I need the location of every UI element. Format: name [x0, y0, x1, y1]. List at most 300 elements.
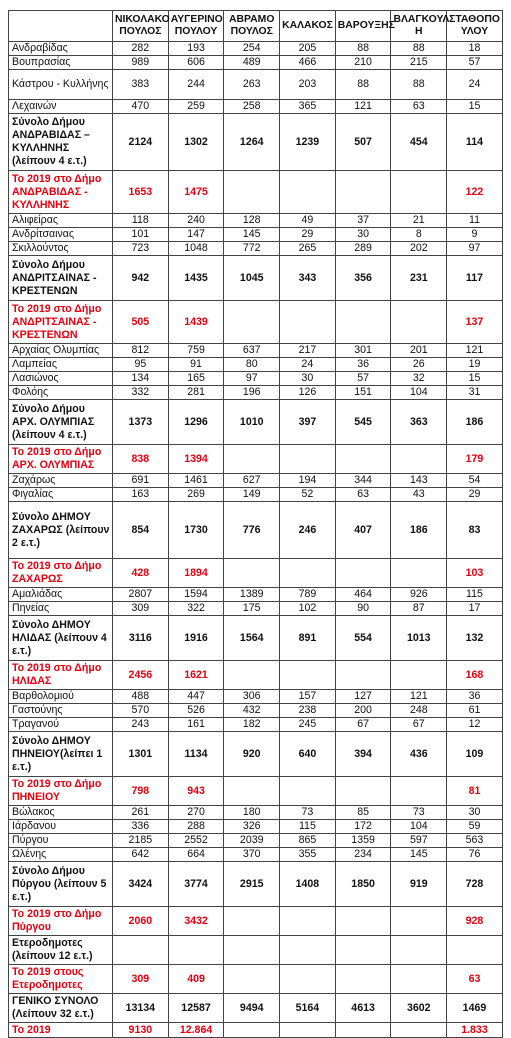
- value-cell: 165: [168, 372, 224, 386]
- value-cell: 151: [335, 386, 391, 400]
- value-cell: 127: [335, 690, 391, 704]
- value-cell: [113, 936, 169, 965]
- value-cell: 1010: [224, 400, 280, 445]
- row-label-cell: Σύνολο Δήμου Πύργου (λείπουν 5 ε.τ.): [9, 862, 113, 907]
- value-cell: 306: [224, 690, 280, 704]
- header-cell-vlagkouli: ΒΛΑΓΚΟΥΛ Η: [391, 11, 447, 42]
- value-cell: 122: [447, 171, 503, 214]
- row-label-cell: Σύνολο ΔΗΜΟΥ ΗΛΙΔΑΣ (λείπουν 4 ε.τ.): [9, 616, 113, 661]
- value-cell: 234: [335, 848, 391, 862]
- value-cell: 254: [224, 42, 280, 56]
- value-cell: 104: [391, 820, 447, 834]
- value-cell: 182: [224, 718, 280, 732]
- value-cell: 57: [335, 372, 391, 386]
- value-cell: 126: [280, 386, 336, 400]
- value-cell: 2915: [224, 862, 280, 907]
- value-cell: 355: [280, 848, 336, 862]
- value-cell: 26: [391, 358, 447, 372]
- value-cell: 1475: [168, 171, 224, 214]
- value-cell: 447: [168, 690, 224, 704]
- value-cell: 1301: [113, 732, 169, 777]
- value-cell: 157: [280, 690, 336, 704]
- value-cell: 301: [335, 344, 391, 358]
- previous-year-row: [9, 907, 503, 936]
- value-cell: [391, 1023, 447, 1038]
- value-cell: 1435: [168, 256, 224, 301]
- value-cell: [280, 777, 336, 806]
- value-cell: 269: [168, 488, 224, 502]
- value-cell: 134: [113, 372, 169, 386]
- value-cell: 2807: [113, 588, 169, 602]
- value-cell: 13134: [113, 994, 169, 1023]
- value-cell: 943: [168, 777, 224, 806]
- value-cell: 470: [113, 100, 169, 114]
- value-cell: 202: [391, 242, 447, 256]
- value-cell: 664: [168, 848, 224, 862]
- value-cell: [335, 907, 391, 936]
- value-cell: [391, 965, 447, 994]
- value-cell: 11: [447, 214, 503, 228]
- value-cell: 332: [113, 386, 169, 400]
- value-cell: [224, 301, 280, 344]
- row-label-cell: Το 2019 στο Δήμο Πύργου: [9, 907, 113, 936]
- value-cell: 163: [113, 488, 169, 502]
- value-cell: 15: [447, 372, 503, 386]
- value-cell: 570: [113, 704, 169, 718]
- previous-year-row: [9, 445, 503, 474]
- value-cell: 928: [447, 907, 503, 936]
- value-cell: 29: [280, 228, 336, 242]
- value-cell: 627: [224, 474, 280, 488]
- value-cell: 1564: [224, 616, 280, 661]
- value-cell: 63: [447, 965, 503, 994]
- value-cell: [280, 936, 336, 965]
- value-cell: 454: [391, 114, 447, 171]
- value-cell: 394: [335, 732, 391, 777]
- row-label-cell: Λεχαινών: [9, 100, 113, 114]
- value-cell: 1048: [168, 242, 224, 256]
- value-cell: 63: [391, 100, 447, 114]
- value-cell: [335, 661, 391, 690]
- value-cell: 76: [447, 848, 503, 862]
- value-cell: 87: [391, 602, 447, 616]
- value-cell: 1439: [168, 301, 224, 344]
- previous-year-row: [9, 171, 503, 214]
- row-label-cell: Αμαλιάδας: [9, 588, 113, 602]
- value-cell: [335, 301, 391, 344]
- row-label-cell: Γαστούνης: [9, 704, 113, 718]
- row-label-cell: Το 2019 στο Δήμο ΖΑΧΑΡΩΣ: [9, 559, 113, 588]
- value-cell: 91: [168, 358, 224, 372]
- value-cell: 1264: [224, 114, 280, 171]
- value-cell: 245: [280, 718, 336, 732]
- value-cell: [224, 171, 280, 214]
- table-row: [9, 474, 503, 488]
- value-cell: 9494: [224, 994, 280, 1023]
- value-cell: 19: [447, 358, 503, 372]
- value-cell: 103: [447, 559, 503, 588]
- value-cell: 270: [168, 806, 224, 820]
- value-cell: 81: [447, 777, 503, 806]
- previous-year-row: [9, 777, 503, 806]
- value-cell: 336: [113, 820, 169, 834]
- value-cell: 488: [113, 690, 169, 704]
- table-row: [9, 372, 503, 386]
- value-cell: [335, 936, 391, 965]
- value-cell: 891: [280, 616, 336, 661]
- row-label-cell: Βώλακος: [9, 806, 113, 820]
- value-cell: 179: [447, 445, 503, 474]
- value-cell: 258: [224, 100, 280, 114]
- header-cell-stathopoulou: ΣΤΑΘΟΠΟ ΥΛΟΥ: [447, 11, 503, 42]
- value-cell: [280, 1023, 336, 1038]
- value-cell: 88: [335, 70, 391, 100]
- subtotal-row: [9, 114, 503, 171]
- row-label-cell: Φολόης: [9, 386, 113, 400]
- value-cell: 8: [391, 228, 447, 242]
- value-cell: 282: [113, 42, 169, 56]
- value-cell: 97: [224, 372, 280, 386]
- table-row: [9, 718, 503, 732]
- value-cell: [224, 445, 280, 474]
- value-cell: 243: [113, 718, 169, 732]
- value-cell: [391, 301, 447, 344]
- value-cell: 759: [168, 344, 224, 358]
- value-cell: 919: [391, 862, 447, 907]
- value-cell: 36: [447, 690, 503, 704]
- value-cell: 132: [447, 616, 503, 661]
- subtotal-row: [9, 732, 503, 777]
- value-cell: 642: [113, 848, 169, 862]
- value-cell: 1469: [447, 994, 503, 1023]
- value-cell: 248: [391, 704, 447, 718]
- value-cell: 407: [335, 502, 391, 559]
- table-row: [9, 42, 503, 56]
- value-cell: [391, 936, 447, 965]
- value-cell: [391, 445, 447, 474]
- value-cell: 356: [335, 256, 391, 301]
- value-cell: 397: [280, 400, 336, 445]
- value-cell: 145: [224, 228, 280, 242]
- value-cell: [280, 445, 336, 474]
- value-cell: 200: [335, 704, 391, 718]
- value-cell: 63: [335, 488, 391, 502]
- previous-year-row: [9, 965, 503, 994]
- value-cell: 9130: [113, 1023, 169, 1038]
- value-cell: 507: [335, 114, 391, 171]
- table-row: [9, 588, 503, 602]
- value-cell: 370: [224, 848, 280, 862]
- value-cell: 121: [335, 100, 391, 114]
- value-cell: 1653: [113, 171, 169, 214]
- value-cell: 2552: [168, 834, 224, 848]
- value-cell: 436: [391, 732, 447, 777]
- value-cell: 101: [113, 228, 169, 242]
- table-row: [9, 848, 503, 862]
- value-cell: 52: [280, 488, 336, 502]
- value-cell: 606: [168, 56, 224, 70]
- value-cell: 637: [224, 344, 280, 358]
- value-cell: 409: [168, 965, 224, 994]
- value-cell: 3424: [113, 862, 169, 907]
- value-cell: 30: [335, 228, 391, 242]
- header-cell-avramopoulos: ΑΒΡΑΜΟ ΠΟΥΛΟΣ: [224, 11, 280, 42]
- value-cell: 59: [447, 820, 503, 834]
- value-cell: 102: [280, 602, 336, 616]
- row-label-cell: Σύνολο Δήμου ΑΡΧ. ΟΛΥΜΠΙΑΣ (λείπουν 4 ε.τ.): [9, 400, 113, 445]
- value-cell: 95: [113, 358, 169, 372]
- previous-year-row: [9, 301, 503, 344]
- value-cell: [391, 907, 447, 936]
- value-cell: 104: [391, 386, 447, 400]
- value-cell: 12.864: [168, 1023, 224, 1038]
- value-cell: 172: [335, 820, 391, 834]
- value-cell: 1045: [224, 256, 280, 301]
- value-cell: 30: [447, 806, 503, 820]
- row-label-cell: Ωλένης: [9, 848, 113, 862]
- previous-year-row: [9, 1023, 503, 1038]
- value-cell: 61: [447, 704, 503, 718]
- value-cell: 115: [280, 820, 336, 834]
- value-cell: 383: [113, 70, 169, 100]
- value-cell: 288: [168, 820, 224, 834]
- header-cell-varouxis: ΒΑΡΟΥΞΗΣ: [335, 11, 391, 42]
- table-row: [9, 602, 503, 616]
- value-cell: 289: [335, 242, 391, 256]
- value-cell: 343: [280, 256, 336, 301]
- value-cell: 3432: [168, 907, 224, 936]
- row-label-cell: Αρχαίας Ολυμπίας: [9, 344, 113, 358]
- value-cell: 563: [447, 834, 503, 848]
- value-cell: 97: [447, 242, 503, 256]
- value-cell: 85: [335, 806, 391, 820]
- value-cell: 49: [280, 214, 336, 228]
- value-cell: 196: [224, 386, 280, 400]
- value-cell: [280, 661, 336, 690]
- value-cell: 723: [113, 242, 169, 256]
- value-cell: [391, 171, 447, 214]
- row-label-cell: Το 2019 στο Δήμο ΑΝΔΡΑΒΙΔΑΣ - ΚΥΛΛΗΝΗΣ: [9, 171, 113, 214]
- value-cell: 989: [113, 56, 169, 70]
- value-cell: 920: [224, 732, 280, 777]
- table-row: [9, 488, 503, 502]
- value-cell: [224, 936, 280, 965]
- value-cell: 838: [113, 445, 169, 474]
- value-cell: [391, 559, 447, 588]
- value-cell: 2039: [224, 834, 280, 848]
- value-cell: [280, 965, 336, 994]
- value-cell: 1461: [168, 474, 224, 488]
- subtotal-row: [9, 400, 503, 445]
- value-cell: 1916: [168, 616, 224, 661]
- value-cell: 4613: [335, 994, 391, 1023]
- value-cell: [280, 301, 336, 344]
- value-cell: 215: [391, 56, 447, 70]
- value-cell: 798: [113, 777, 169, 806]
- value-cell: 149: [224, 488, 280, 502]
- value-cell: [168, 936, 224, 965]
- row-label-cell: Τραγανού: [9, 718, 113, 732]
- value-cell: 1373: [113, 400, 169, 445]
- row-label-cell: Σύνολο Δήμου ΑΝΔΡΑΒΙΔΑΣ – ΚΥΛΛΗΝΗΣ (λείπουν 4 ε.τ.): [9, 114, 113, 171]
- value-cell: 344: [335, 474, 391, 488]
- value-cell: 2185: [113, 834, 169, 848]
- value-cell: 88: [391, 70, 447, 100]
- value-cell: [224, 559, 280, 588]
- row-label-cell: Σύνολο ΔΗΜΟΥ ΠΗΝΕΙΟΥ(λείπει 1 ε.τ.): [9, 732, 113, 777]
- value-cell: 728: [447, 862, 503, 907]
- row-label-cell: Το 2019 στο Δήμο ΑΡΧ. ΟΛΥΜΠΙΑΣ: [9, 445, 113, 474]
- table-row: [9, 242, 503, 256]
- value-cell: 261: [113, 806, 169, 820]
- value-cell: 244: [168, 70, 224, 100]
- value-cell: 554: [335, 616, 391, 661]
- row-label-cell: Αλιφείρας: [9, 214, 113, 228]
- row-label-cell: ΓΕΝΙΚΟ ΣΥΝΟΛΟ (Λείπουν 32 ε.τ.): [9, 994, 113, 1023]
- value-cell: 865: [280, 834, 336, 848]
- value-cell: 326: [224, 820, 280, 834]
- value-cell: 15: [447, 100, 503, 114]
- value-cell: 1621: [168, 661, 224, 690]
- value-cell: 1850: [335, 862, 391, 907]
- value-cell: 926: [391, 588, 447, 602]
- value-cell: 281: [168, 386, 224, 400]
- value-cell: 17: [447, 602, 503, 616]
- table-row: [9, 56, 503, 70]
- value-cell: 121: [391, 690, 447, 704]
- value-cell: [447, 936, 503, 965]
- value-cell: 83: [447, 502, 503, 559]
- value-cell: [335, 777, 391, 806]
- header-cell-blank: [9, 11, 113, 42]
- value-cell: 175: [224, 602, 280, 616]
- table-row: [9, 214, 503, 228]
- subtotal-row: [9, 256, 503, 301]
- value-cell: [391, 661, 447, 690]
- value-cell: 88: [335, 42, 391, 56]
- value-cell: 3116: [113, 616, 169, 661]
- value-cell: 90: [335, 602, 391, 616]
- value-cell: 942: [113, 256, 169, 301]
- row-label-cell: Το 2019 στο Δήμο ΗΛΙΔΑΣ: [9, 661, 113, 690]
- value-cell: 1134: [168, 732, 224, 777]
- table-row: [9, 228, 503, 242]
- value-cell: 1296: [168, 400, 224, 445]
- value-cell: 505: [113, 301, 169, 344]
- table-row: [9, 100, 503, 114]
- value-cell: 789: [280, 588, 336, 602]
- value-cell: 109: [447, 732, 503, 777]
- value-cell: 24: [280, 358, 336, 372]
- value-cell: [224, 965, 280, 994]
- value-cell: 1394: [168, 445, 224, 474]
- value-cell: 238: [280, 704, 336, 718]
- value-cell: [280, 171, 336, 214]
- value-cell: [280, 907, 336, 936]
- row-label-cell: Το 2019 στο Δήμο ΑΝΔΡΙΤΣΑΙΝΑΣ - ΚΡΕΣΤΕΝΩΝ: [9, 301, 113, 344]
- value-cell: 115: [447, 588, 503, 602]
- row-label-cell: Πηνείας: [9, 602, 113, 616]
- header-cell-nikolakopoulos: ΝΙΚΟΛΑΚΟ ΠΟΥΛΟΣ: [113, 11, 169, 42]
- subtotal-row: [9, 862, 503, 907]
- value-cell: 309: [113, 602, 169, 616]
- value-cell: 240: [168, 214, 224, 228]
- value-cell: [335, 1023, 391, 1038]
- row-label-cell: Ιάρδανου: [9, 820, 113, 834]
- value-cell: 88: [391, 42, 447, 56]
- value-cell: 121: [447, 344, 503, 358]
- row-label-cell: Σύνολο Δήμου ΑΝΔΡΙΤΣΑΙΝΑΣ - ΚΡΕΣΤΕΝΩΝ: [9, 256, 113, 301]
- value-cell: 854: [113, 502, 169, 559]
- value-cell: 29: [447, 488, 503, 502]
- row-label-cell: Ζαχάρως: [9, 474, 113, 488]
- value-cell: 259: [168, 100, 224, 114]
- value-cell: 37: [335, 214, 391, 228]
- value-cell: [335, 171, 391, 214]
- value-cell: 2060: [113, 907, 169, 936]
- value-cell: 21: [391, 214, 447, 228]
- value-cell: 24: [447, 70, 503, 100]
- election-results-table: [8, 10, 503, 1038]
- value-cell: 772: [224, 242, 280, 256]
- row-label-cell: Το 2019 στο Δήμο ΠΗΝΕΙΟΥ: [9, 777, 113, 806]
- value-cell: 205: [280, 42, 336, 56]
- value-cell: 365: [280, 100, 336, 114]
- row-label-cell: Βαρθολομιού: [9, 690, 113, 704]
- value-cell: 1.833: [447, 1023, 503, 1038]
- value-cell: 466: [280, 56, 336, 70]
- value-cell: 1594: [168, 588, 224, 602]
- value-cell: [335, 445, 391, 474]
- value-cell: 1239: [280, 114, 336, 171]
- header-cell-avgerinopoulou: ΑΥΓΕΡΙΝΟ ΠΟΥΛΟΥ: [168, 11, 224, 42]
- value-cell: 428: [113, 559, 169, 588]
- value-cell: [224, 907, 280, 936]
- value-cell: 1013: [391, 616, 447, 661]
- value-cell: 1359: [335, 834, 391, 848]
- value-cell: [224, 777, 280, 806]
- subtotal-row: [9, 502, 503, 559]
- table-row: [9, 704, 503, 718]
- value-cell: 231: [391, 256, 447, 301]
- value-cell: 12: [447, 718, 503, 732]
- value-cell: 193: [168, 42, 224, 56]
- value-cell: 3774: [168, 862, 224, 907]
- value-cell: 168: [447, 661, 503, 690]
- value-cell: 143: [391, 474, 447, 488]
- value-cell: 1894: [168, 559, 224, 588]
- value-cell: [224, 1023, 280, 1038]
- table-row: [9, 820, 503, 834]
- table-row: [9, 358, 503, 372]
- value-cell: 640: [280, 732, 336, 777]
- value-cell: 67: [335, 718, 391, 732]
- value-cell: 43: [391, 488, 447, 502]
- previous-year-row: [9, 559, 503, 588]
- row-label-cell: Πύργου: [9, 834, 113, 848]
- value-cell: 217: [280, 344, 336, 358]
- row-label-cell: Λασιώνος: [9, 372, 113, 386]
- row-label-cell: Σκιλλούντος: [9, 242, 113, 256]
- value-cell: 545: [335, 400, 391, 445]
- value-cell: 73: [280, 806, 336, 820]
- table-body: [9, 42, 503, 1038]
- value-cell: 363: [391, 400, 447, 445]
- value-cell: [335, 559, 391, 588]
- value-cell: 32: [391, 372, 447, 386]
- value-cell: 3602: [391, 994, 447, 1023]
- value-cell: 137: [447, 301, 503, 344]
